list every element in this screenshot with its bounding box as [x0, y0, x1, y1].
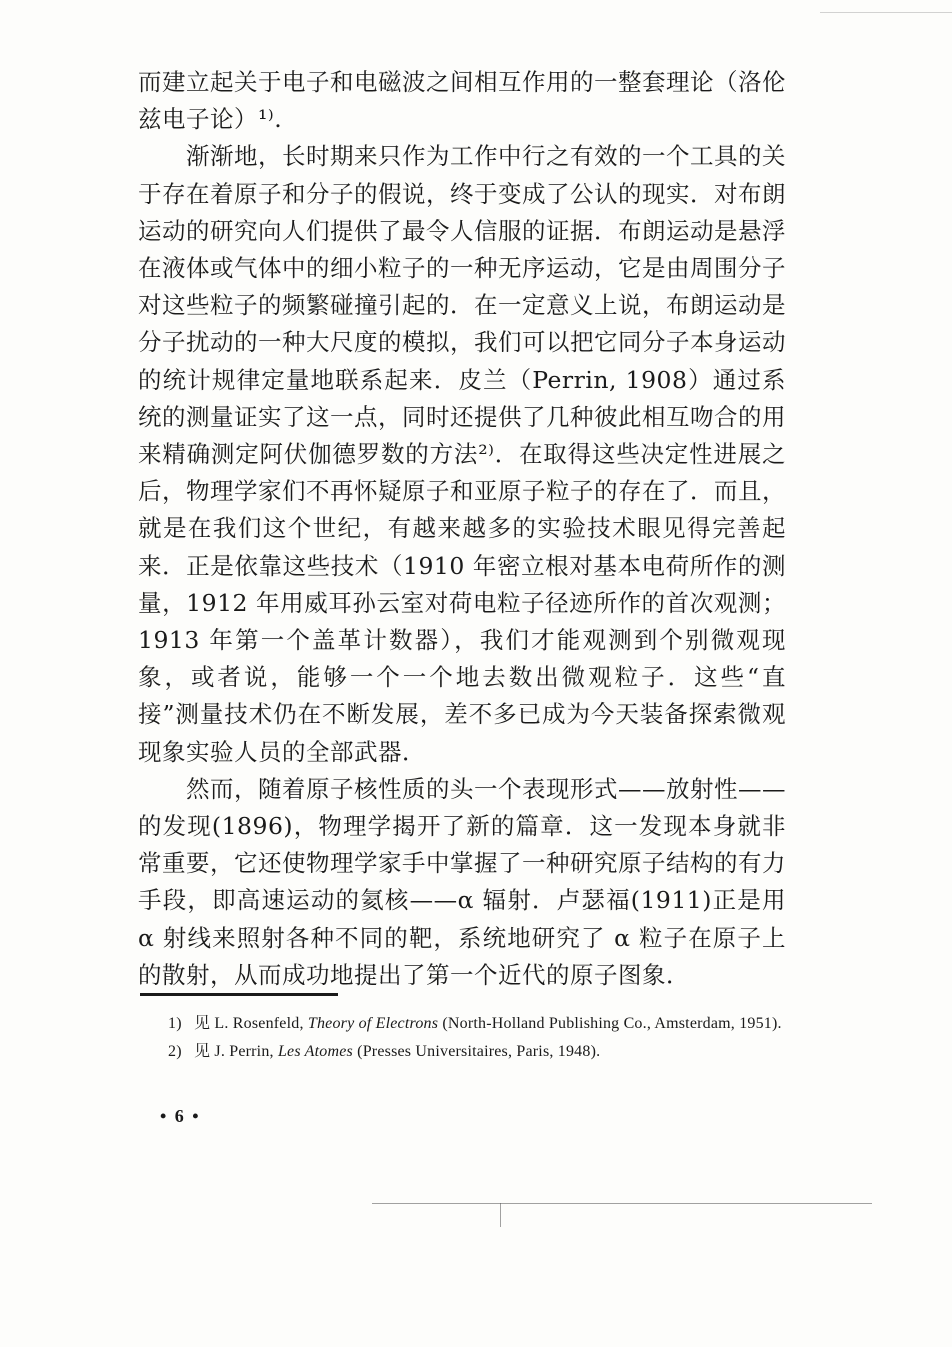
scan-artifact-tick	[500, 1203, 501, 1227]
footnote-1	[168, 1012, 788, 1036]
footnote-divider	[140, 993, 338, 996]
footnote-1-title: Theory of Electrons	[307, 1015, 439, 1032]
paragraph-3: 然而，随着原子核性质的头一个表现形式——放射性——的发现(1896)，物理学揭开了新的篇章．这一发现本身就非常重要，它还使物理学家手中掌握了一种研究原子结构的有力手段，即高速运动的氦核——α 辐射．卢瑟福(1911)正是用 α 射线来照射各种不同的靶，系统地研究了 α 粒子在原子上的散射，从而成功地提出了第一个近代的原子图象．	[138, 774, 786, 989]
footnote-2-prefix: 见 J. Perrin,	[194, 1043, 278, 1060]
footnote-1-suffix: (North-Holland Publishing Co., Amsterdam, 1951).	[438, 1015, 782, 1032]
paragraph-1: 而建立起关于电子和电磁波之间相互作用的一整套理论（洛伦兹电子论）¹⁾.	[138, 68, 786, 134]
body-text	[138, 64, 786, 994]
page-number: • 6 •	[160, 1106, 201, 1126]
footnote-2	[168, 1040, 788, 1064]
scan-artifact-top-rule	[820, 12, 952, 13]
footnote-1-number: 1)	[168, 1015, 182, 1032]
scan-artifact-line	[372, 1203, 872, 1204]
footnote-2-number: 2)	[168, 1043, 182, 1060]
footnote-2-title: Les Atomes	[277, 1043, 353, 1060]
footnote-1-prefix: 见 L. Rosenfeld,	[194, 1015, 308, 1032]
footnotes	[168, 1012, 788, 1068]
paragraph-2: 渐渐地，长时期来只作为工作中行之有效的一个工具的关于存在着原子和分子的假说，终于变成了公认的现实．对布朗运动的研究向人们提供了最令人信服的证据．布朗运动是悬浮在液体或气体中的细小粒子的一种无序运动，它是由周围分子对这些粒子的频繁碰撞引起的．在一定意义上说，布朗运动是分子扰动的一种大尺度的模拟，我们可以把它同分子本身运动的统计规律定量地联系起来．皮兰（Perrin, 1908）通过系统的测量证实了这一点，同时还提供了几种彼此相互吻合的用来精确测定阿伏伽德罗数的方法²⁾．在取得这些决定性进展之后，物理学家们不再怀疑原子和亚原子粒子的存在了．而且，就是在我们这个世纪，有越来越多的实验技术眼见得完善起来．正是依靠这些技术（1910 年密立根对基本电荷所作的测量，1912 年用威耳孙云室对荷电粒子径迹所作的首次观测；1913 年第一个盖革计数器），我们才能观测到个别微观现象，或者说，能够一个一个地去数出微观粒子．这些“直接”测量技术仍在不断发展，差不多已成为今天装备探索微观现象实验人员的全部武器．	[138, 142, 786, 766]
footnote-2-suffix: (Presses Universitaires, Paris, 1948).	[352, 1043, 601, 1060]
